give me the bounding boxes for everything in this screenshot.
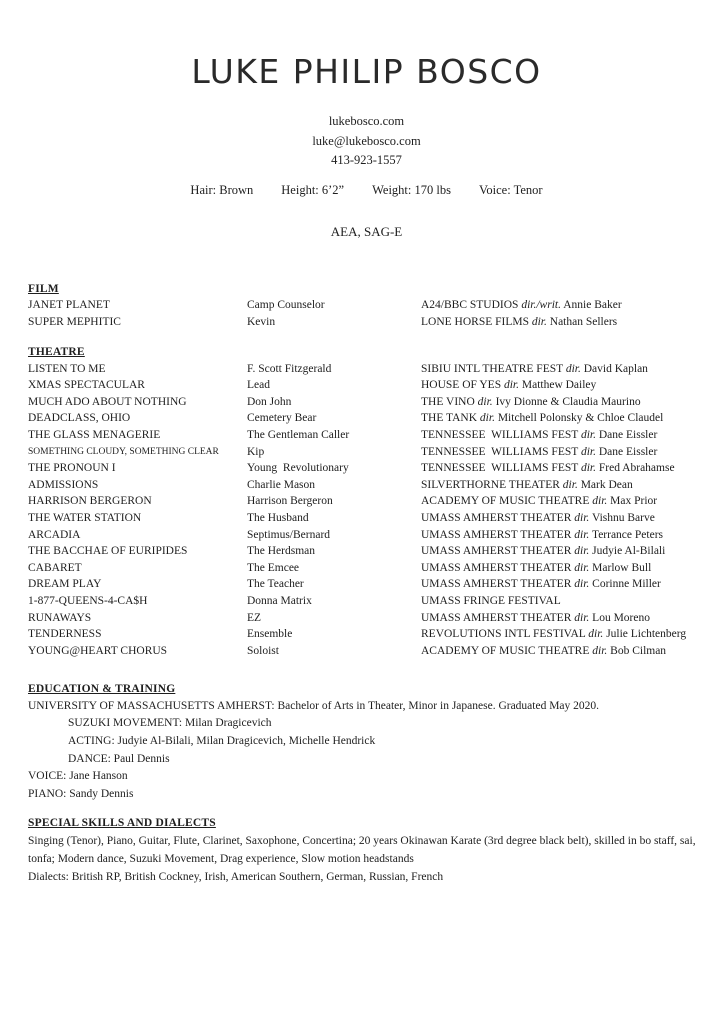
venue-name: HOUSE OF YES xyxy=(421,379,502,392)
theatre-row xyxy=(28,610,705,627)
contact-website: lukebosco.com xyxy=(328,114,405,128)
role-name: Kip xyxy=(247,445,265,458)
director-name: Dane Eissler xyxy=(598,445,658,458)
production-title: THE BACCHAE OF EURIPIDES xyxy=(28,545,188,558)
theatre-row xyxy=(28,560,705,577)
theatre-row xyxy=(28,444,705,461)
contact-block xyxy=(28,112,705,171)
production-title: SUPER MEPHITIC xyxy=(28,315,121,328)
credit-label: dir. xyxy=(574,561,590,574)
director-name: Dane Eissler xyxy=(598,429,658,442)
company-cell xyxy=(421,361,705,378)
education-line: VOICE: Jane Hanson xyxy=(28,770,128,783)
theatre-row xyxy=(28,410,705,427)
theatre-row xyxy=(28,377,705,394)
director-name: Max Prior xyxy=(610,495,658,508)
role-name: Lead xyxy=(247,379,270,392)
production-title: LISTEN TO ME xyxy=(28,362,106,375)
role-name: F. Scott Fitzgerald xyxy=(247,362,332,375)
stat-height: Height: 6’2” xyxy=(281,182,345,197)
venue-name: TENNESSEE WILLIAMS FEST xyxy=(421,445,579,458)
company-cell xyxy=(421,444,705,461)
credit-label: dir. xyxy=(580,462,596,475)
credit-label: dir. xyxy=(574,545,590,558)
company-cell xyxy=(421,510,705,527)
director-name: Ivy Dionne & Claudia Maurino xyxy=(495,395,641,408)
role-name: Camp Counselor xyxy=(247,299,325,311)
section-film xyxy=(28,281,705,331)
role-name: The Gentleman Caller xyxy=(247,429,350,442)
role-name: The Teacher xyxy=(247,578,304,591)
stat-voice: Voice: Tenor xyxy=(478,182,543,197)
role-name: Cemetery Bear xyxy=(247,412,317,425)
role-name: Charlie Mason xyxy=(247,478,316,491)
venue-name: TENNESSEE WILLIAMS FEST xyxy=(421,429,579,442)
union-affiliations: AEA, SAG-E xyxy=(330,223,403,239)
production-title: ADMISSIONS xyxy=(28,478,99,491)
director-name: Nathan Sellers xyxy=(549,315,618,328)
company-cell xyxy=(421,626,705,643)
production-title: RUNAWAYS xyxy=(28,611,92,624)
company-cell xyxy=(421,610,705,627)
company-cell xyxy=(421,576,705,593)
venue-name: REVOLUTIONS INTL FESTIVAL xyxy=(421,628,586,641)
company-cell xyxy=(421,527,705,544)
theatre-row xyxy=(28,510,705,527)
venue-name: THE VINO xyxy=(421,395,475,408)
education-line: SUZUKI MOVEMENT: Milan Dragicevich xyxy=(68,717,272,730)
credit-label: dir. xyxy=(562,478,578,491)
venue-name: UMASS AMHERST THEATER xyxy=(421,561,572,574)
theatre-row xyxy=(28,527,705,544)
production-title: THE PRONOUN I xyxy=(28,462,116,475)
education-line: DANCE: Paul Dennis xyxy=(68,752,170,765)
theatre-row xyxy=(28,477,705,494)
venue-name: SILVERTHORNE THEATER xyxy=(421,478,560,491)
director-name: Vishnu Barve xyxy=(591,512,655,525)
education-heading: EDUCATION & TRAINING xyxy=(28,683,176,696)
role-name: Don John xyxy=(247,395,292,408)
company-cell xyxy=(421,477,705,494)
theatre-row xyxy=(28,493,705,510)
company-cell xyxy=(421,427,705,444)
production-title: ARCADIA xyxy=(28,528,81,541)
role-name: EZ xyxy=(247,611,262,624)
venue-name: UMASS AMHERST THEATER xyxy=(421,578,572,591)
credit-label: dir. xyxy=(574,528,590,541)
stat-weight: Weight: 170 lbs xyxy=(372,182,451,197)
credit-label: dir. xyxy=(592,495,608,508)
credit-label: dir. xyxy=(503,379,519,392)
education-line: UNIVERSITY OF MASSACHUSETTS AMHERST: Bachelor of Arts in Theater, Minor in Japanese. Graduated May 2020. xyxy=(28,699,600,712)
role-name: The Emcee xyxy=(247,561,300,574)
section-education xyxy=(28,681,705,803)
production-title: YOUNG@HEART CHORUS xyxy=(28,644,168,657)
theatre-row xyxy=(28,576,705,593)
credit-label: dir. xyxy=(479,412,495,425)
company-cell xyxy=(421,314,705,331)
section-theatre xyxy=(28,344,705,659)
skills-list: Singing (Tenor), Piano, Guitar, Flute, Clarinet, Saxophone, Concertina; 20 years Okinawan Karate (3rd degree black belt), skilled in bo staff, sai, tonfa; Modern dance, Suzuki Movement, Drag experience, Slow motion headstands xyxy=(28,834,696,865)
credit-label: dir. xyxy=(580,429,596,442)
venue-name: LONE HORSE FILMS xyxy=(421,315,529,328)
role-name: Soloist xyxy=(247,644,279,657)
credit-label: dir. xyxy=(574,578,590,591)
credit-label: dir. xyxy=(574,611,590,624)
credit-label: dir. xyxy=(565,362,581,375)
education-line: PIANO: Sandy Dennis xyxy=(28,787,134,800)
credit-label: dir. xyxy=(574,512,590,525)
dialects-list: Dialects: British RP, British Cockney, Irish, American Southern, German, Russian, French xyxy=(28,870,444,883)
director-name: Matthew Dailey xyxy=(521,379,597,392)
production-title: THE WATER STATION xyxy=(28,512,142,525)
production-title: MUCH ADO ABOUT NOTHING xyxy=(28,395,187,408)
production-title: 1-877-QUEENS-4-CA$H xyxy=(28,595,148,607)
venue-name: SIBIU INTL THEATRE FEST xyxy=(421,362,563,375)
production-title: XMAS SPECTACULAR xyxy=(28,379,145,392)
director-name: Corinne Miller xyxy=(592,578,661,591)
theatre-row xyxy=(28,361,705,378)
production-title: CABARET xyxy=(28,561,82,574)
director-name: Annie Baker xyxy=(563,299,622,311)
director-name: Mitchell Polonsky & Chloe Claudel xyxy=(497,412,664,425)
skills-heading: SPECIAL SKILLS AND DIALECTS xyxy=(28,817,216,830)
venue-name: THE TANK xyxy=(421,412,478,425)
company-cell xyxy=(421,297,705,314)
production-title: SOMETHING CLOUDY, SOMETHING CLEAR xyxy=(28,446,219,457)
credit-label: dir. xyxy=(588,628,604,641)
venue-name: A24/BBC STUDIOS xyxy=(421,299,519,311)
theatre-row xyxy=(28,394,705,411)
section-skills xyxy=(28,815,705,886)
role-name: Young Revolutionary xyxy=(247,462,349,475)
venue-name: UMASS AMHERST THEATER xyxy=(421,545,572,558)
director-name: Bob Cilman xyxy=(610,644,667,657)
venue-name: UMASS FRINGE FESTIVAL xyxy=(421,595,561,607)
role-name: Harrison Bergeron xyxy=(247,495,333,508)
contact-email: luke@lukebosco.com xyxy=(312,133,421,148)
venue-name: UMASS AMHERST THEATER xyxy=(421,611,572,624)
company-cell xyxy=(421,493,705,510)
production-title: TENDERNESS xyxy=(28,628,102,641)
theatre-row xyxy=(28,593,705,610)
director-name: David Kaplan xyxy=(583,362,648,375)
director-name: Judyie Al-Bilali xyxy=(592,545,666,558)
role-name: Kevin xyxy=(247,315,276,328)
education-line: ACTING: Judyie Al-Bilali, Milan Dragicevich, Michelle Hendrick xyxy=(68,735,376,748)
contact-phone: 413-923-1557 xyxy=(331,153,402,167)
production-title: DEADCLASS, OHIO xyxy=(28,412,131,425)
role-name: The Herdsman xyxy=(247,545,316,558)
role-name: Septimus/Bernard xyxy=(247,528,331,541)
director-name: Marlow Bull xyxy=(592,561,652,574)
theatre-heading: THEATRE xyxy=(28,346,85,359)
credit-label: dir. xyxy=(477,395,493,408)
credit-label: dir. xyxy=(592,644,608,657)
theatre-row xyxy=(28,643,705,660)
director-name: Terrance Peters xyxy=(591,528,663,541)
company-cell xyxy=(421,593,705,610)
stats-line xyxy=(28,181,705,200)
venue-name: ACADEMY OF MUSIC THEATRE xyxy=(421,495,590,508)
company-cell xyxy=(421,377,705,394)
company-cell xyxy=(421,643,705,660)
director-name: Lou Moreno xyxy=(592,611,650,624)
theatre-row xyxy=(28,460,705,477)
director-name: Mark Dean xyxy=(580,478,633,491)
venue-name: ACADEMY OF MUSIC THEATRE xyxy=(421,644,590,657)
theatre-row xyxy=(28,626,705,643)
venue-name: TENNESSEE WILLIAMS FEST xyxy=(421,462,579,475)
venue-name: UMASS AMHERST THEATER xyxy=(421,512,572,525)
production-title: THE GLASS MENAGERIE xyxy=(28,429,161,442)
film-row xyxy=(28,314,705,331)
director-name: Fred Abrahamse xyxy=(598,462,675,475)
company-cell xyxy=(421,460,705,477)
credit-label: dir. xyxy=(580,445,596,458)
company-cell xyxy=(421,543,705,560)
credit-label: dir. xyxy=(531,315,547,328)
company-cell xyxy=(421,394,705,411)
production-title: JANET PLANET xyxy=(28,299,110,311)
film-heading: FILM xyxy=(28,282,59,295)
role-name: Donna Matrix xyxy=(247,595,312,607)
film-row xyxy=(28,297,705,314)
venue-name: UMASS AMHERST THEATER xyxy=(421,528,572,541)
stat-hair: Hair: Brown xyxy=(190,182,254,197)
role-name: The Husband xyxy=(247,512,309,525)
company-cell xyxy=(421,410,705,427)
director-name: Julie Lichtenberg xyxy=(606,628,687,641)
company-cell xyxy=(421,560,705,577)
credit-label: dir./writ. xyxy=(521,299,561,311)
page-title: LUKE PHILIP BOSCO xyxy=(191,52,542,91)
theatre-row xyxy=(28,543,705,560)
production-title: HARRISON BERGERON xyxy=(28,495,152,508)
production-title: DREAM PLAY xyxy=(28,578,102,591)
theatre-row xyxy=(28,427,705,444)
role-name: Ensemble xyxy=(247,628,293,641)
